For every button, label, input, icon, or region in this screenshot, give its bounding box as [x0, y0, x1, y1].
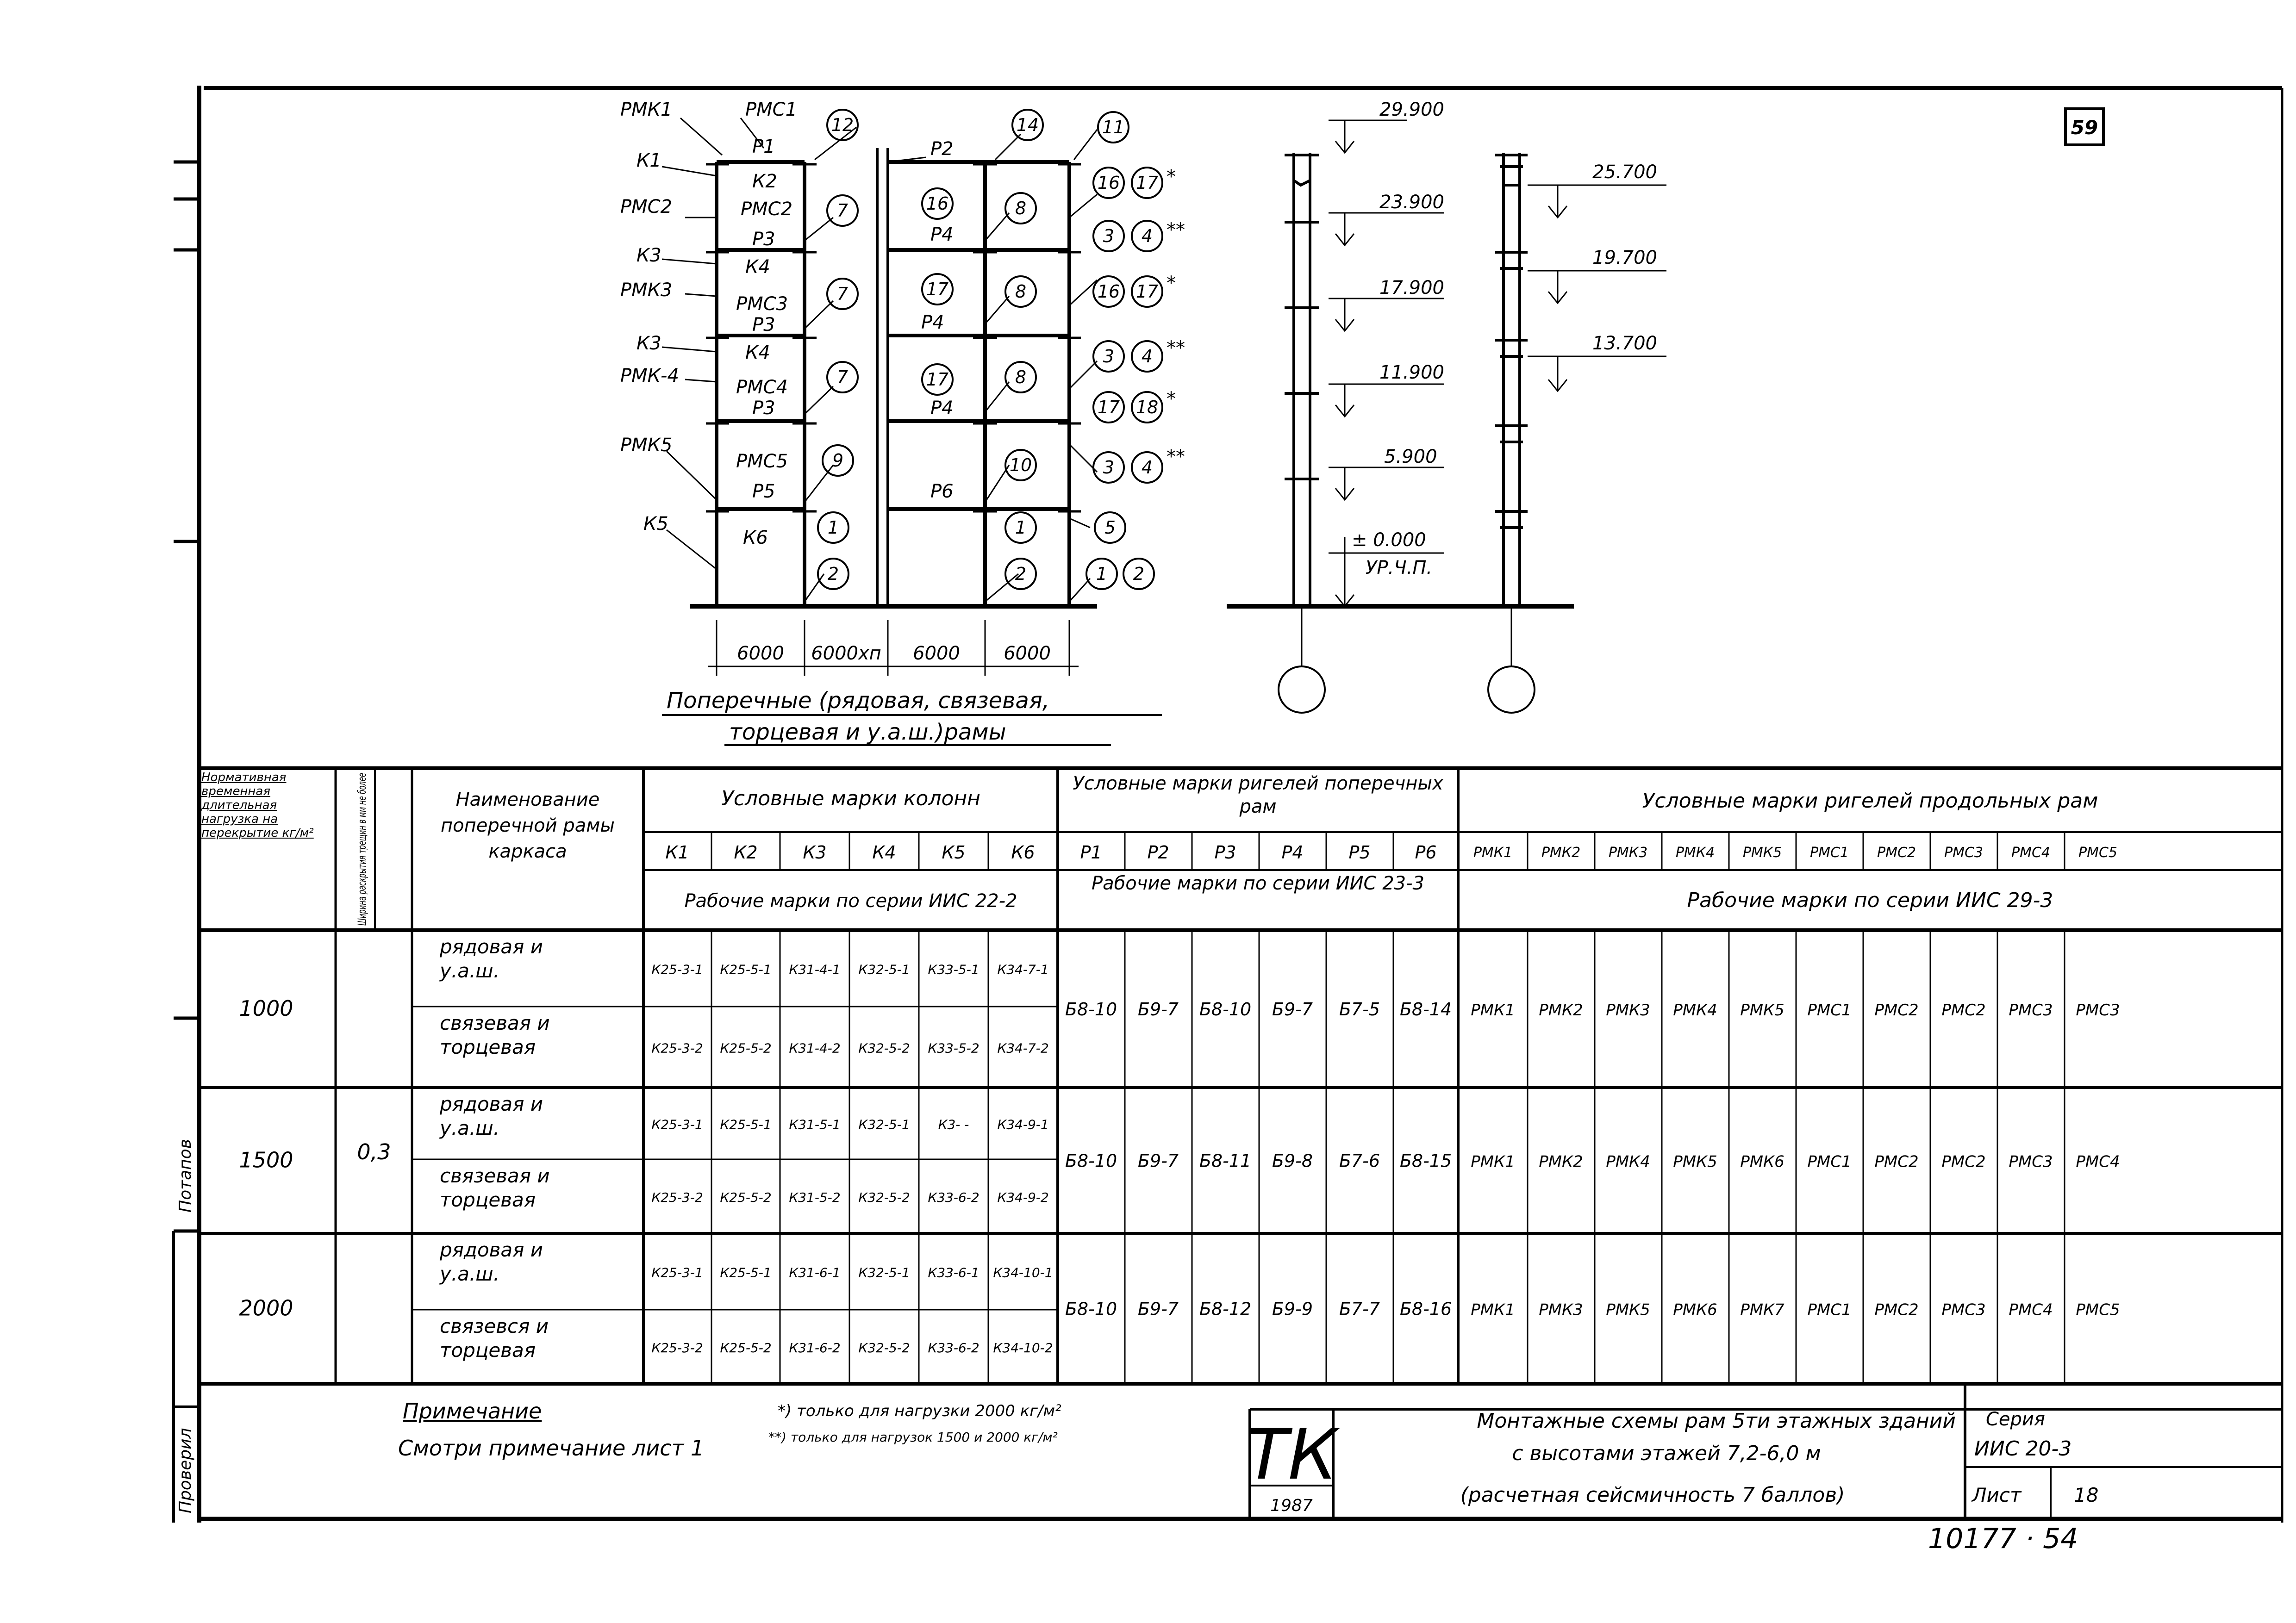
- long-mark-pmk4: РМК4: [1675, 845, 1715, 861]
- column-working-mark: К31-4-1: [789, 962, 841, 977]
- transverse-beam-working-mark: Б8-11: [1199, 1150, 1252, 1171]
- transverse-beam-working-mark: Б7-5: [1339, 999, 1380, 1020]
- long-mark-pmc5: РМС5: [2078, 845, 2118, 861]
- frame-type-name: рядовая и у.а.ш.: [440, 1238, 543, 1285]
- column-working-mark: К25-5-1: [720, 1117, 772, 1132]
- transverse-beam-working-mark: Б8-12: [1199, 1299, 1252, 1319]
- transverse-beam-working-mark: Б9-7: [1137, 1150, 1179, 1171]
- column-working-mark: К25-5-2: [720, 1040, 772, 1056]
- header-columns: Условные марки колонн: [721, 787, 980, 810]
- longitudinal-beam-working-mark: РМС5: [2076, 1300, 2120, 1319]
- trans-mark-p2: Р2: [1147, 842, 1169, 863]
- header-long-beams: Условные марки ригелей продольных рам: [1642, 789, 2098, 813]
- column-working-mark: К3- -: [938, 1117, 969, 1132]
- mark-4: 4: [1141, 457, 1153, 478]
- asterisk: *: [1167, 273, 1176, 294]
- column-working-mark: К34-9-2: [997, 1190, 1049, 1205]
- label-pmc1: РМС1: [745, 99, 798, 120]
- column-working-mark: К31-4-2: [789, 1040, 841, 1056]
- column-working-mark: К32-5-1: [858, 962, 910, 977]
- notes-title: Примечание: [403, 1399, 542, 1424]
- longitudinal-beam-working-mark: РМС2: [1874, 1152, 1919, 1171]
- label-p4-b: Р4: [921, 312, 944, 333]
- column-working-mark: К25-3-1: [651, 1265, 703, 1281]
- crack-width-value: 0,3: [357, 1139, 391, 1164]
- mark-17: 17: [926, 369, 949, 390]
- col-mark-k4: К4: [872, 842, 896, 863]
- load-value: 2000: [239, 1295, 293, 1321]
- transverse-beam-working-mark: Б9-8: [1272, 1150, 1313, 1171]
- label-k3-b: К3: [636, 333, 661, 354]
- longitudinal-beam-working-mark: РМК5: [1673, 1152, 1717, 1171]
- trans-mark-p1: Р1: [1080, 842, 1102, 863]
- header-load: Нормативная временная длительная нагрузка на перекрытие кг/м²: [201, 771, 314, 840]
- column-working-mark: К34-7-2: [997, 1040, 1049, 1056]
- trans-mark-p6: Р6: [1415, 842, 1437, 863]
- label-pmc2-left: РМС2: [620, 196, 673, 218]
- column-working-mark: К34-7-1: [997, 962, 1049, 977]
- mark-5: 5: [1104, 517, 1116, 538]
- label-p3-c: Р3: [752, 398, 775, 419]
- longitudinal-beam-working-mark: РМС2: [1874, 1300, 1919, 1319]
- notes: [398, 1399, 1061, 1461]
- mark-3: 3: [1103, 346, 1115, 367]
- mark-8: 8: [1015, 281, 1027, 302]
- long-mark-pmc1: РМС1: [1809, 845, 1849, 861]
- long-mark-pmc4: РМС4: [2011, 845, 2051, 861]
- header-frame-name: Наименование поперечной рамы каркаса: [440, 789, 615, 862]
- column-working-mark: К31-6-2: [789, 1340, 841, 1356]
- transverse-beam-working-mark: Б8-15: [1399, 1150, 1452, 1171]
- label-pmc2: РМС2: [741, 199, 793, 220]
- column-working-mark: К25-5-1: [720, 962, 772, 977]
- long-mark-pmk1: РМК1: [1473, 845, 1513, 861]
- load-value: 1500: [239, 1147, 293, 1173]
- transverse-beam-working-mark: Б8-14: [1399, 999, 1452, 1020]
- label-p4-c: Р4: [930, 398, 954, 419]
- sheet-number-box: [2065, 109, 2103, 145]
- dimension-4: 6000: [1004, 643, 1051, 664]
- mark-17: 17: [1136, 281, 1159, 302]
- label-p1: Р1: [752, 136, 775, 157]
- mark-1: 1: [827, 517, 839, 538]
- frame-dimensions: [737, 643, 1051, 664]
- label-p2: Р2: [930, 138, 954, 160]
- mark-8: 8: [1015, 198, 1027, 218]
- label-k4-b: К4: [745, 342, 770, 363]
- longitudinal-beam-working-mark: РМК3: [1606, 1001, 1650, 1020]
- longitudinal-beam-working-mark: РМК5: [1606, 1300, 1650, 1319]
- frame-type-name: рядовая и у.а.ш.: [440, 935, 543, 982]
- transverse-beam-working-mark: Б7-7: [1339, 1299, 1380, 1319]
- longitudinal-beam-working-mark: РМК6: [1673, 1300, 1717, 1319]
- longitudinal-beam-working-mark: РМК5: [1740, 1001, 1784, 1020]
- label-k1: К1: [636, 150, 661, 171]
- label-p6: Р6: [930, 481, 954, 502]
- longitudinal-beam-working-mark: РМК2: [1539, 1001, 1583, 1020]
- column-working-mark: К25-5-2: [720, 1340, 772, 1356]
- series-label: Серия: [1986, 1409, 2045, 1430]
- frame-type-name: связевся и торцевая: [440, 1315, 549, 1362]
- dimension-2: 6000хп: [811, 643, 881, 664]
- mark-4: 4: [1141, 346, 1153, 367]
- mark-12: 12: [831, 115, 854, 135]
- transverse-beam-working-mark: Б9-7: [1272, 999, 1313, 1020]
- column-working-mark: К25-3-2: [651, 1040, 703, 1056]
- label-pmk5: РМК5: [620, 435, 673, 456]
- label-k3-a: К3: [636, 245, 661, 266]
- mark-3: 3: [1103, 226, 1115, 246]
- header-columns-series: Рабочие марки по серии ИИС 22-2: [684, 890, 1017, 912]
- column-working-mark: К25-3-2: [651, 1190, 703, 1205]
- col-mark-k3: К3: [803, 842, 827, 863]
- header-long-series: Рабочие марки по серии ИИС 29-3: [1687, 889, 2053, 912]
- asterisk: **: [1167, 337, 1185, 359]
- column-working-mark: К32-5-1: [858, 1117, 910, 1132]
- title-line-2: с высотами этажей 7,2-6,0 м: [1512, 1442, 1821, 1465]
- column-working-mark: К33-5-2: [928, 1040, 980, 1056]
- title-year: 1987: [1270, 1496, 1313, 1515]
- label-p4-a: Р4: [930, 224, 954, 245]
- frame-type-name: связевая и торцевая: [440, 1164, 550, 1211]
- frame-type-name: связевая и торцевая: [440, 1012, 550, 1058]
- frame-caption-line1: Поперечные (рядовая, связевая,: [667, 688, 1049, 714]
- transverse-beam-working-mark: Б8-10: [1065, 999, 1117, 1020]
- sheet-number: 59: [2071, 116, 2098, 139]
- label-pmc3: РМС3: [736, 293, 788, 315]
- dimension-3: 6000: [913, 643, 960, 664]
- asterisk: *: [1167, 388, 1176, 410]
- trans-mark-p4: Р4: [1281, 842, 1304, 863]
- mark-1: 1: [1096, 564, 1108, 584]
- col-mark-k2: К2: [734, 842, 758, 863]
- column-working-mark: К25-3-2: [651, 1340, 703, 1356]
- series-value: ИИС 20-3: [1974, 1437, 2072, 1461]
- column-working-mark: К25-3-1: [651, 962, 703, 977]
- mark-4: 4: [1141, 226, 1153, 246]
- note-star-2: **) только для нагрузок 1500 и 2000 кг/м²: [768, 1430, 1058, 1445]
- level-19700: 19.700: [1592, 247, 1657, 268]
- column-working-mark: К31-5-2: [789, 1190, 841, 1205]
- frame-type-name: рядовая и у.а.ш.: [440, 1093, 543, 1139]
- header-trans-series: Рабочие марки по серии ИИС 23-3: [1092, 873, 1424, 894]
- header-crack: Ширина раскрытия трещин в мм не более: [356, 677, 368, 926]
- mark-16: 16: [1097, 281, 1120, 302]
- load-value: 1000: [239, 996, 293, 1021]
- longitudinal-beam-working-mark: РМС4: [2009, 1300, 2053, 1319]
- longitudinal-beam-working-mark: РМС3: [1941, 1300, 1986, 1319]
- label-k2: К2: [752, 171, 777, 192]
- column-working-mark: К31-5-1: [789, 1117, 841, 1132]
- longitudinal-beam-working-mark: РМК1: [1471, 1300, 1515, 1319]
- longitudinal-beam-working-mark: РМК3: [1539, 1300, 1583, 1319]
- longitudinal-beam-working-mark: РМС2: [1874, 1001, 1919, 1020]
- longitudinal-beam-working-mark: РМК4: [1673, 1001, 1717, 1020]
- title-line-3: (расчетная сейсмичность 7 баллов): [1460, 1483, 1845, 1507]
- label-pmc5: РМС5: [736, 451, 788, 472]
- column-working-mark: К34-10-1: [993, 1265, 1053, 1281]
- mark-1: 1: [1015, 517, 1027, 538]
- column-working-mark: К32-5-2: [858, 1040, 910, 1056]
- mark-8: 8: [1015, 367, 1027, 387]
- longitudinal-beam-working-mark: РМК4: [1606, 1152, 1650, 1171]
- longitudinal-beam-working-mark: РМК6: [1740, 1152, 1784, 1171]
- longitudinal-beam-working-mark: РМК1: [1471, 1001, 1515, 1020]
- sheet-label: Лист: [1972, 1484, 2021, 1506]
- margin-label-upper: Потапов: [176, 1139, 195, 1213]
- label-p3-a: Р3: [752, 229, 775, 250]
- mark-9: 9: [832, 450, 844, 471]
- level-29900: 29.900: [1379, 99, 1444, 120]
- asterisk: *: [1167, 166, 1176, 187]
- trans-mark-p5: Р5: [1348, 842, 1371, 863]
- label-pmk1: РМК1: [620, 99, 673, 120]
- col-mark-k1: К1: [665, 842, 689, 863]
- longitudinal-beam-working-mark: РМК1: [1471, 1152, 1515, 1171]
- longitudinal-beam-working-mark: РМС4: [2076, 1152, 2120, 1171]
- asterisk: **: [1167, 219, 1185, 241]
- column-working-mark: К33-5-1: [928, 962, 980, 977]
- mark-11: 11: [1102, 117, 1125, 137]
- notes-text: Смотри примечание лист 1: [398, 1436, 705, 1461]
- longitudinal-beam-working-mark: РМК7: [1740, 1300, 1784, 1319]
- column-working-mark: К25-3-1: [651, 1117, 703, 1132]
- long-mark-pmc3: РМС3: [1944, 845, 1984, 861]
- longitudinal-beam-working-mark: РМС1: [1807, 1001, 1852, 1020]
- column-working-mark: К33-6-1: [928, 1265, 980, 1281]
- label-p3-b: Р3: [752, 314, 775, 336]
- mark-7: 7: [836, 367, 849, 387]
- column-working-mark: К31-6-1: [789, 1265, 841, 1281]
- dimension-1: 6000: [737, 643, 784, 664]
- label-pmk4: РМК-4: [620, 365, 679, 386]
- column-working-mark: К32-5-2: [858, 1190, 910, 1205]
- elevation-levels-right: [1592, 162, 1657, 354]
- column-working-mark: К32-5-1: [858, 1265, 910, 1281]
- long-mark-pmk5: РМК5: [1742, 845, 1782, 861]
- asterisk-marks: [1167, 166, 1185, 467]
- mark-17: 17: [1136, 173, 1159, 193]
- level-5900: 5.900: [1384, 446, 1437, 467]
- elevation-diagram: [1227, 120, 1666, 713]
- level-13700: 13.700: [1592, 333, 1657, 354]
- long-mark-pmk2: РМК2: [1541, 845, 1581, 861]
- mark-16: 16: [926, 193, 949, 214]
- transverse-beam-working-mark: Б8-10: [1065, 1150, 1117, 1171]
- column-working-mark: К34-9-1: [997, 1117, 1049, 1132]
- mark-18: 18: [1136, 397, 1159, 417]
- level-11900: 11.900: [1379, 362, 1444, 383]
- transverse-beam-working-mark: Б9-9: [1272, 1299, 1313, 1319]
- column-working-mark: К34-10-2: [993, 1340, 1053, 1356]
- document-number: 10177 · 54: [1928, 1523, 2078, 1555]
- label-k4-a: К4: [745, 256, 770, 278]
- mark-14: 14: [1016, 115, 1039, 135]
- asterisk: **: [1167, 446, 1185, 467]
- column-working-mark: К32-5-2: [858, 1340, 910, 1356]
- mark-7: 7: [836, 284, 849, 304]
- transverse-beam-working-mark: Б9-7: [1137, 999, 1179, 1020]
- column-working-mark: К33-6-2: [928, 1190, 980, 1205]
- longitudinal-beam-working-mark: РМС2: [1941, 1152, 1986, 1171]
- mark-7: 7: [836, 200, 849, 221]
- longitudinal-beam-working-mark: РМС1: [1807, 1300, 1852, 1319]
- column-working-mark: К25-5-1: [720, 1265, 772, 1281]
- transverse-beam-working-mark: Б8-10: [1065, 1299, 1117, 1319]
- mark-2: 2: [1015, 564, 1027, 584]
- elevation-levels-left: [1352, 99, 1444, 578]
- label-pmk3: РМК3: [620, 280, 673, 301]
- transverse-beam-working-mark: Б9-7: [1137, 1299, 1179, 1319]
- mark-10: 10: [1009, 455, 1032, 475]
- mark-2: 2: [827, 564, 839, 584]
- transverse-beam-working-mark: Б7-6: [1339, 1150, 1380, 1171]
- label-p5: Р5: [752, 481, 775, 502]
- frame-caption-line2: торцевая и у.а.ш.)рамы: [729, 719, 1006, 745]
- longitudinal-beam-working-mark: РМС3: [2009, 1001, 2053, 1020]
- level-23900: 23.900: [1379, 192, 1444, 213]
- note-star-1: *) только для нагрузки 2000 кг/м²: [778, 1402, 1061, 1420]
- level-0000: ± 0.000: [1352, 529, 1426, 551]
- title-logo: ТК: [1245, 1415, 1338, 1495]
- col-mark-k6: К6: [1011, 842, 1035, 863]
- longitudinal-beam-working-mark: РМК2: [1539, 1152, 1583, 1171]
- level-25700: 25.700: [1592, 162, 1657, 183]
- transverse-beam-working-mark: Б8-16: [1399, 1299, 1452, 1319]
- title-line-1: Монтажные схемы рам 5ти этажных зданий: [1477, 1409, 1956, 1433]
- transverse-beam-working-mark: Б8-10: [1199, 999, 1252, 1020]
- label-k6: К6: [743, 527, 768, 548]
- label-pmc4: РМС4: [736, 377, 788, 398]
- mark-16: 16: [1097, 173, 1120, 193]
- mark-17: 17: [926, 279, 949, 299]
- spec-table-body: [239, 935, 2120, 1381]
- sheet-value: 18: [2074, 1484, 2099, 1506]
- margin-label-lower: Проверил: [176, 1428, 195, 1513]
- longitudinal-beam-working-mark: РМС1: [1807, 1152, 1852, 1171]
- cross-frame-labels: [620, 99, 954, 548]
- mark-17: 17: [1097, 397, 1120, 417]
- long-mark-pmc2: РМС2: [1877, 845, 1916, 861]
- label-k5: К5: [643, 513, 668, 535]
- longitudinal-beam-working-mark: РМС3: [2076, 1001, 2120, 1020]
- trans-mark-p3: Р3: [1214, 842, 1236, 863]
- mark-3: 3: [1103, 457, 1115, 478]
- mark-2: 2: [1133, 564, 1145, 584]
- longitudinal-beam-working-mark: РМС3: [2009, 1152, 2053, 1171]
- header-trans-beams: Условные марки ригелей поперечных рам: [1073, 773, 1443, 817]
- long-mark-pmk3: РМК3: [1608, 845, 1648, 861]
- column-working-mark: К25-5-2: [720, 1190, 772, 1205]
- level-17900: 17.900: [1379, 277, 1444, 298]
- column-working-mark: К33-6-2: [928, 1340, 980, 1356]
- longitudinal-beam-working-mark: РМС2: [1941, 1001, 1986, 1020]
- ground-level-note: УР.Ч.П.: [1366, 557, 1433, 578]
- col-mark-k5: К5: [942, 842, 966, 863]
